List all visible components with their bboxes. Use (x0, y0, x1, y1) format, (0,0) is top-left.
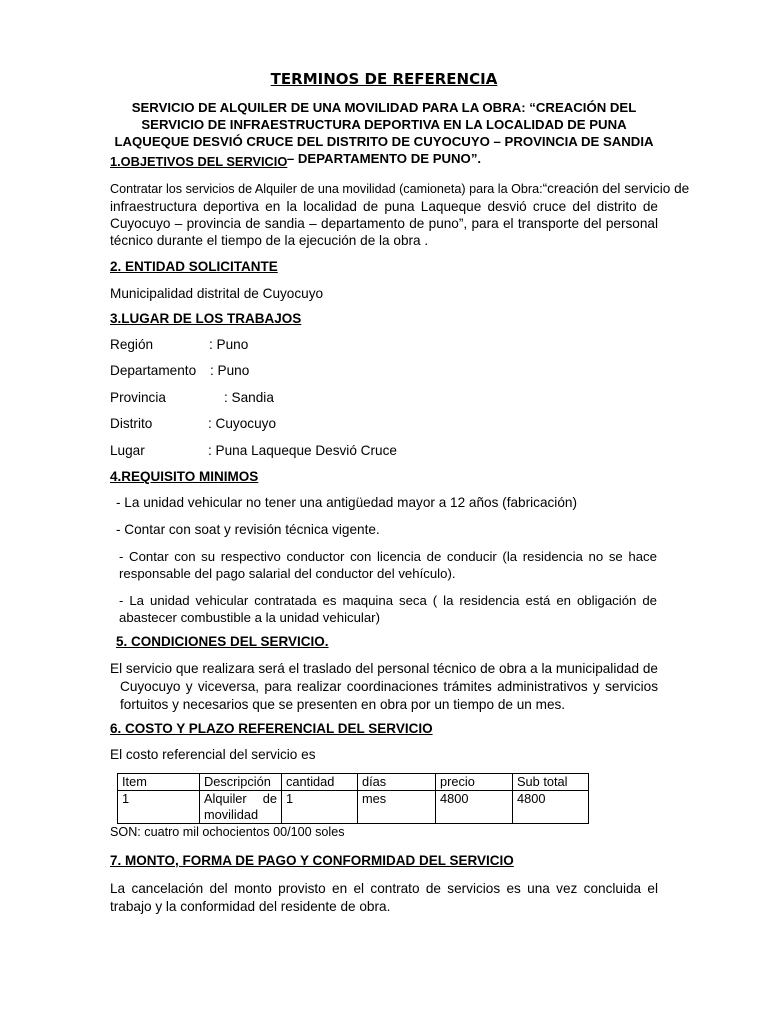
section-1-line1-end: “creación del servicio de (542, 181, 690, 196)
section-2-heading: 2. ENTIDAD SOLICITANTE (110, 259, 278, 274)
table-cell-descripcion (200, 791, 282, 824)
table-cell-item: 1 (118, 791, 200, 824)
section-1-heading: 1.OBJETIVOS DEL SERVICIO (110, 154, 288, 169)
location-value-distrito: : Cuyocuyo (208, 416, 277, 431)
section-7-paragraph: La cancelación del monto provisto en el contrato de servicios es una vez concluida el trabajo y la conformidad del residente de obra. (110, 881, 658, 914)
section-6-heading: 6. COSTO Y PLAZO REFERENCIAL DEL SERVICIO (110, 721, 433, 736)
descripcion-second-line: movilidad (204, 807, 259, 822)
location-label-departamento: Departamento (110, 363, 197, 378)
location-value-lugar: : Puna Laqueque Desvió Cruce (208, 443, 397, 458)
amount-in-words: SON: cuatro mil ochocientos 00/100 soles (110, 825, 345, 839)
requirement-item: - Contar con su respectivo conductor con licencia de conducir (la residencia no se hace responsable del pago salarial del conductor del vehículo). (119, 549, 657, 581)
location-label-region: Región (110, 337, 154, 352)
table-row (118, 791, 589, 824)
table-header-subtotal: Sub total (513, 774, 589, 791)
location-label-distrito: Distrito (110, 416, 153, 431)
table-header-precio: precio (436, 774, 513, 791)
descripcion-word: de (262, 791, 277, 806)
section-5-paragraph: El servicio que realizara será el traslado del personal técnico de obra a la municipalidad de Cuyocuyo y viceversa, para realizar coordinaciones trámites administrativos y servicios fortuitos y necesarios que se presenten en obra por un tiempo de un mes. (110, 661, 658, 712)
section-1-first-line (110, 181, 690, 196)
section-4-heading: 4.REQUISITO MINIMOS (110, 469, 259, 484)
cost-table (117, 773, 589, 824)
location-value-region: : Puno (209, 337, 249, 352)
location-label-provincia: Provincia (110, 390, 166, 405)
table-cell-dias: mes (358, 791, 436, 824)
requirement-item: - La unidad vehicular no tener una antigüedad mayor a 12 años (fabricación) (116, 495, 577, 510)
section-7-heading: 7. MONTO, FORMA DE PAGO Y CONFORMIDAD DEL SERVICIO (110, 853, 514, 868)
location-label-lugar: Lugar (110, 443, 145, 458)
table-cell-precio: 4800 (436, 791, 513, 824)
location-value-provincia: : Sandia (224, 390, 274, 405)
document-title: TERMINOS DE REFERENCIA (270, 70, 498, 88)
descripcion-word: Alquiler (204, 791, 247, 806)
table-header-row (118, 774, 589, 791)
descripcion-first-line (204, 791, 277, 807)
table-header-item: Item (118, 774, 200, 791)
table-header-descripcion: Descripción (200, 774, 282, 791)
requirement-item: - Contar con soat y revisión técnica vigente. (116, 522, 380, 537)
section-2-text: Municipalidad distrital de Cuyocuyo (110, 286, 324, 301)
section-1-line1-start: Contratar los servicios de Alquiler de una movilidad (camioneta) para la Obra: (110, 182, 543, 196)
document-subtitle: SERVICIO DE ALQUILER DE UNA MOVILIDAD PARA LA OBRA: “CREACIÓN DEL SERVICIO DE INFRAESTRUCTURA DEPORTIVA EN LA LOCALIDAD DE PUNA LAQUEQUE DESVIÓ CRUCE DEL DISTRITO DE CUYOCUYO – PROVINCIA DE SANDIA – DEPARTAMENTO DE PUNO”. (114, 100, 654, 166)
section-6-intro: El costo referencial del servicio es (110, 747, 316, 762)
table-header-cantidad: cantidad (282, 774, 358, 791)
section-5-heading: 5. CONDICIONES DEL SERVICIO. (116, 634, 329, 649)
section-3-heading: 3.LUGAR DE LOS TRABAJOS (110, 311, 302, 326)
location-value-departamento: : Puno (210, 363, 250, 378)
section-1-paragraph: infraestructura deportiva en la localidad de puna Laqueque desvió cruce del distrito de Cuyocuyo – provincia de sandia – departamento de puno”, para el transporte del personal técnico durante el tiempo de la ejecución de la obra . (110, 199, 658, 248)
table-cell-subtotal: 4800 (513, 791, 589, 824)
requirement-item: - La unidad vehicular contratada es maquina seca ( la residencia está en obligación de abastecer combustible a la unidad vehicular) (119, 593, 657, 625)
table-header-dias: días (358, 774, 436, 791)
table-cell-cantidad: 1 (282, 791, 358, 824)
